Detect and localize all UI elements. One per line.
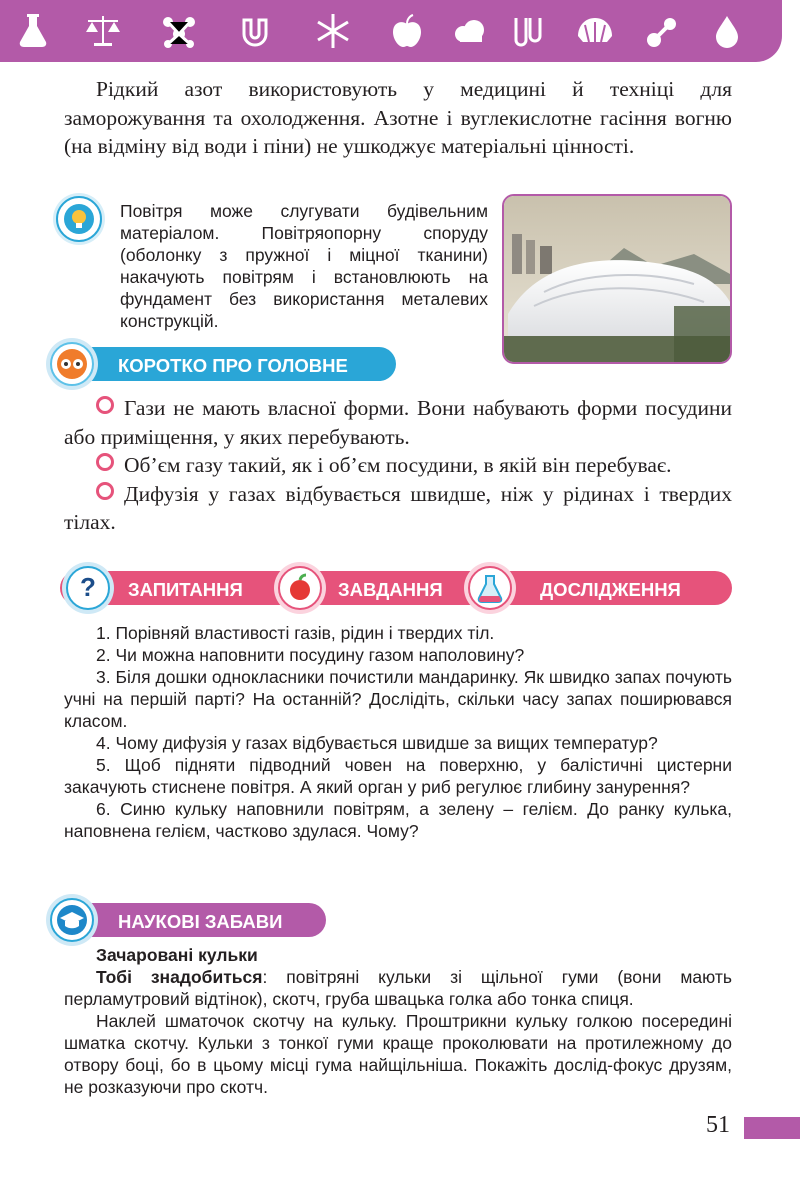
summary-title: КОРОТКО ПРО ГОЛОВНЕ <box>118 355 348 376</box>
apple-icon <box>388 12 426 50</box>
shell-icon <box>576 12 614 50</box>
tasks-label: ЗАВДАННЯ <box>338 579 443 600</box>
summary-list <box>64 394 732 537</box>
owl-badge <box>50 342 94 386</box>
bullet-icon <box>96 453 114 471</box>
question-badge <box>66 566 110 610</box>
science-header <box>58 903 326 937</box>
research-label: ДОСЛІДЖЕННЯ <box>540 579 681 600</box>
snowflake-icon <box>314 12 352 50</box>
molecule-icon <box>160 12 198 50</box>
list-item: 2. Чи можна наповнити посудину газом наполовину? <box>96 645 525 665</box>
list-item: 6. Синю кульку наповнили повітрям, а зелену – гелієм. До ранку кулька, наповнена гелієм, частково здулася. Чому? <box>64 799 732 841</box>
grad-cap-badge <box>50 898 94 942</box>
apple-red-icon <box>280 568 320 608</box>
science-subtitle: Зачаровані кульки <box>96 945 258 965</box>
list-item: Дифузія у газах відбувається швидше, ніж у рідинах і твердих тілах. <box>64 481 732 534</box>
list-item: 1. Порівняй властивості газів, рідин і твердих тіл. <box>96 623 495 643</box>
scales-icon <box>84 12 122 50</box>
info-text: Повітря може слугувати будівельним матеріалом. Повітряопорну споруду (оболонку з пружної і міцної тканини) накачують повітрям і встановлюють на фундамент без використання металевих конструкцій. <box>120 201 488 331</box>
science-body: Наклей шматочок скотчу на кульку. Проштрикни кульку голкою посередині шматка скотчу. Кульки з тонкої гуми краще проколювати на протилежному до отвору боці, бо в цьому місці гума найщільніша. Покажіть дослід-фокус друзям, не розказуючи про скотч. <box>64 1011 732 1097</box>
lightbulb-badge <box>56 196 102 242</box>
owl-icon <box>52 344 92 384</box>
list-item: Об’єм газу такий, як і об’єм посудини, в якій він перебуває. <box>64 451 732 480</box>
lightbulb-icon <box>64 204 94 234</box>
questions-list <box>64 622 732 842</box>
molecule-small-icon <box>644 12 682 50</box>
list-item: 5. Щоб підняти підводний човен на поверхню, у балістичні цистерни закачують стиснене повітря. А який орган у риб регулює глибину занурення? <box>64 755 732 797</box>
drop-icon <box>708 12 746 50</box>
flask-color-icon <box>470 568 510 608</box>
cloud-icon <box>450 12 488 50</box>
list-item: 3. Біля дошки однокласники почистили мандаринку. Як швидко запах почують учні на першій парті? На останній? Дослідіть, скільки часу запах поширювався класом. <box>64 667 732 731</box>
flask-badge <box>468 566 512 610</box>
needs-label: Тобі знадобиться <box>96 967 263 987</box>
science-title: НАУКОВІ ЗАБАВИ <box>118 911 283 932</box>
graduation-cap-icon <box>52 900 92 940</box>
page-number: 51 <box>706 1112 730 1138</box>
list-item: 4. Чому дифузія у газах відбувається швидше за вищих температур? <box>96 733 658 753</box>
bullet-icon <box>96 396 114 414</box>
questions-header <box>60 571 732 605</box>
test-tubes-icon <box>508 12 546 50</box>
needs-paragraph <box>64 966 732 1010</box>
apple-badge <box>278 566 322 610</box>
air-dome-image <box>504 196 730 362</box>
header-bar <box>0 0 782 62</box>
intro-paragraph: Рідкий азот використовують у медицині й техніці для заморожування та охолодження. Азотне і вуглекислотне гасіння вогню (на відміну від води і піни) не ушкоджує матеріальні цінності. <box>64 77 732 158</box>
air-dome-photo <box>502 194 732 364</box>
list-item: Гази не мають власної форми. Вони набувають форми посудини або приміщення, у яких перебувають. <box>64 396 732 449</box>
summary-header <box>58 347 396 381</box>
page-tab <box>744 1117 800 1139</box>
flask-icon <box>14 12 52 50</box>
science-section <box>64 944 732 1098</box>
needs-text: : повітряні кульки зі щільної гуми (вони мають перламутровий відтінок), скотч, груба швацька голка або тонка спиця. <box>64 967 732 1009</box>
questions-label: ЗАПИТАННЯ <box>128 579 243 600</box>
magnet-icon <box>236 12 274 50</box>
question-icon: ? <box>80 572 96 602</box>
bullet-icon <box>96 482 114 500</box>
